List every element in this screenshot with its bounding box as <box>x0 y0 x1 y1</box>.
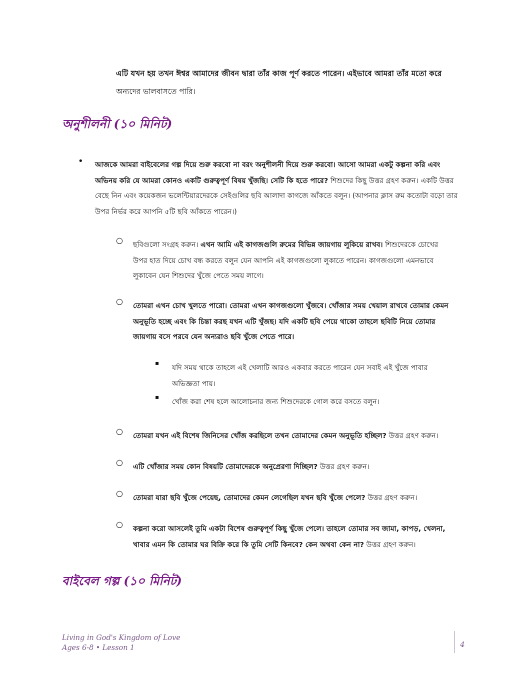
sub-item-bold: এটি খোঁজার সময় কোন বিষয়টি তোমাদেরকে অনুপ্রেরণা দিচ্ছিল? <box>133 462 318 471</box>
sub-item-regular: উত্তর গ্রহণ করুন। <box>317 462 370 471</box>
sub-bullet-marker: ○ <box>116 236 123 245</box>
sub-item-found-question <box>133 490 453 506</box>
main-bullet-bold: আজকে আমরা বাইবেলের গল্প দিয়ে শুরু করবো না বরং অনুশীলনী দিয়ে শুরু করবো। আসো আমরা একটু কল্পনা করি এবং অভিনয় করি যে আমরা কোনও একটি গুরুত্বপূর্ণ বিষয় খুঁজছি। সেটি কি হতে পারে? <box>95 160 441 185</box>
sub-bullet-marker: ○ <box>116 427 123 436</box>
sub-bullet-marker: ○ <box>116 520 123 529</box>
sub-bullet-marker: ○ <box>116 297 123 306</box>
sub-item-regular: উত্তর গ্রহণ করুন। <box>364 539 416 549</box>
footer-divider <box>454 631 455 653</box>
sub-bullet-marker: ○ <box>116 458 123 467</box>
sub-item-regular: উত্তর গ্রহণ করুন। <box>365 493 418 502</box>
footer-title: Living in God's Kingdom of Love <box>62 633 181 642</box>
intro-regular-text: অন্যদের ভালবাসতে পারি। <box>116 87 196 96</box>
bullet-dot: • <box>78 157 84 167</box>
main-bullet-regular: শিশুদের কিছু উত্তর গ্রহণ করুন। একটি উত্তর বেছে নিন এবং কয়েকজন ভলেন্টিয়ারদেরকে সেইগুলির ছবি আলাদা কাগজে আঁকতে বলুন। (আপনার ক্লাস রুম কতোটা বড়ো তার উপর নির্ভর করে আপনি ৫টি ছবি আঁকতে পারেন।) <box>95 175 458 216</box>
sub-item-regular-pre: ছবিগুলো সংগ্রহ করুন। <box>133 240 201 249</box>
sub-bullet-marker: ○ <box>116 489 123 498</box>
sub-item-bold: কল্পনা করো আসলেই তুমি একটা বিশেষ গুরুত্বপূর্ণ কিছু খুঁজে পেলে। তাহলে তোমার সব জামা, কাপড়, খেলনা, খাবার এমন কি তোমার ঘর বিক্রি করে কি তুমি সেটি কিনবে? কেন অথবা কেন না? <box>133 524 446 549</box>
sub-item-bold: তোমরা যখন এই বিশেষ জিনিসের খোঁজ করছিলে তখন তোমাদের কেমন অনুভূতি হচ্ছিল? <box>133 431 387 440</box>
footer-subtitle: Ages 6-8 • Lesson 1 <box>62 643 135 652</box>
footer-text <box>62 633 180 653</box>
sub-item-bold: তোমরা যারা ছবি খুঁজে পেয়েছ, তোমাদের কেমন লেগেছিল যখন ছবি খুঁজে পেলে? <box>133 493 366 502</box>
section-heading-exercise: অনুশীলনী (১০ মিনিট) <box>62 117 173 131</box>
page-number: 4 <box>460 640 465 649</box>
sub-item-bold: এখন আমি এই কাগজগুলি রুমের বিভিন্ন জায়গায় লুকিয়ে রাখব। <box>200 240 383 249</box>
sub-item-open-eyes <box>133 298 458 345</box>
intro-bold-text: এটি যখন হয় তখন ঈশ্বর আমাদের জীবন দ্বারা তাঁর কাজ পূর্ণ করতে পারেন। এইভাবে আমরা তাঁর মতো করে <box>116 69 442 78</box>
section-heading-bible-story: বাইবেল গল্প (১০ মিনিট) <box>62 574 182 588</box>
main-bullet-paragraph <box>95 157 460 219</box>
sub-item-motivation-question <box>133 459 453 475</box>
sub-item-regular: উত্তর গ্রহণ করুন। <box>386 431 439 440</box>
sub-item-bold: তোমরা এখন চোখ খুলতে পারো। তোমরা এখন কাগজগুলো খুঁজবে। খোঁজার সময় খেয়াল রাখবে তোমার কেমন অনুভূতি হচ্ছে এবং কি চিন্তা করছ যখন এটি খুঁজছ। যদি একটি ছবি পেয়ে থাকো তাহলে ছবিটি নিয়ে তোমার জায়গায় বসে পরবে যেন অন্যরাও ছবি খুঁজে পেতে পারে। <box>133 301 449 341</box>
sub-item-collect-pictures <box>133 237 453 284</box>
sub-item-regular: শিশুদেরকে চোখের উপর হাত দিয়ে চোখ বন্ধ করতে বলুন যেন আপনি এই কাগজগুলো লুকাতে পারেন। কাগজগুলো এমনভাবে লুকাবেন যেন শিশুদের খুঁজে পেতে সময় লাগে। <box>133 240 439 280</box>
tertiary-item-repeat-game: যদি সময় থাকে তাহলে এই খেলাটি আরও একবার করতে পারেন যেন সবাই এই খুঁজে পাবার অভিজ্ঞতা পায়। <box>172 363 428 388</box>
sub-item-feeling-question <box>133 428 453 444</box>
tertiary-bullet-marker: ▪ <box>155 394 160 401</box>
tertiary-bullet-marker: ▪ <box>155 360 160 367</box>
tertiary-item-sit-circle: খোঁজ করা শেষ হলে আলোচনার জন্য শিশুদেরকে গোল করে বসতে বলুন। <box>172 397 380 406</box>
sub-item-imagine-question <box>133 521 458 552</box>
intro-paragraph <box>116 65 456 101</box>
